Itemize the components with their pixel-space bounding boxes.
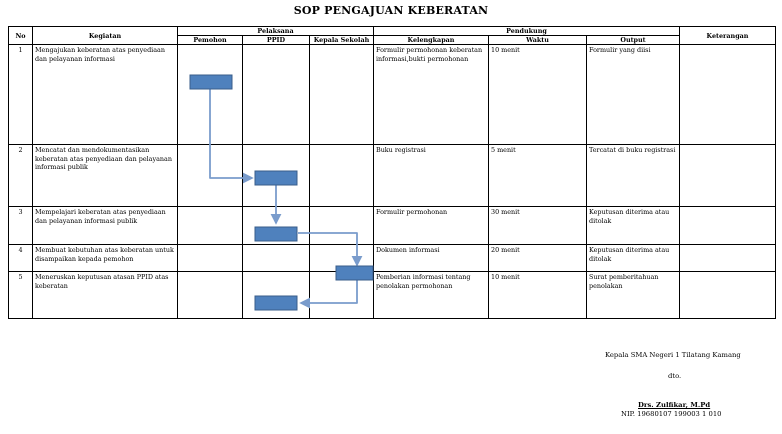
header-ppid: PPID (243, 36, 310, 45)
table-row (9, 272, 776, 319)
cell-no: 4 (9, 245, 33, 272)
cell-output: Formulir yang diisi (587, 45, 680, 145)
signature-dto: dto. (668, 372, 682, 380)
sop-table (8, 26, 776, 319)
cell-output: Keputusan diterima atau ditolak (587, 207, 680, 245)
cell-kegiatan: Meneruskan keputusan atasan PPID atas keberatan (33, 272, 178, 319)
cell-no: 5 (9, 272, 33, 319)
cell-waktu: 5 menit (489, 145, 587, 207)
header-kelengkapan: Kelengkapan (374, 36, 489, 45)
table-row (9, 245, 776, 272)
cell-kegiatan: Mencatat dan mendokumentasikan keberatan atas penyediaan dan pelayanan informasi publik (33, 145, 178, 207)
cell-kegiatan: Membuat kebutuhan atas keberatan untuk disampaikan kepada pemohon (33, 245, 178, 272)
cell-kepala-sekolah (310, 145, 374, 207)
cell-ppid (243, 45, 310, 145)
cell-keterangan (680, 207, 776, 245)
cell-kegiatan: Mengajukan keberatan atas penyediaan dan pelayanan informasi (33, 45, 178, 145)
cell-ppid (243, 145, 310, 207)
header-kepala-sekolah: Kepala Sekolah (310, 36, 374, 45)
cell-keterangan (680, 245, 776, 272)
cell-kepala-sekolah (310, 207, 374, 245)
cell-no: 1 (9, 45, 33, 145)
signature-nip: NIP. 19680107 199003 1 010 (621, 410, 722, 418)
cell-kepala-sekolah (310, 45, 374, 145)
cell-kelengkapan: Formulir permohonan keberatan informasi,bukti permohonan (374, 45, 489, 145)
cell-waktu: 20 menit (489, 245, 587, 272)
signature-name: Drs. Zulfikar, M.Pd (638, 401, 711, 409)
cell-no: 3 (9, 207, 33, 245)
cell-output: Surat pemberitahuan penolakan (587, 272, 680, 319)
cell-pemohon (178, 207, 243, 245)
cell-output: Keputusan diterima atau ditolak (587, 245, 680, 272)
table-row (9, 45, 776, 145)
table-row (9, 207, 776, 245)
cell-waktu: 10 menit (489, 45, 587, 145)
header-waktu: Waktu (489, 36, 587, 45)
cell-pemohon (178, 245, 243, 272)
header-pendukung: Pendukung (374, 27, 680, 36)
cell-kepala-sekolah (310, 272, 374, 319)
cell-kelengkapan: Formulir permohonan (374, 207, 489, 245)
cell-kegiatan: Mempelajari keberatan atas penyediaan dan pelayanan informasi publik (33, 207, 178, 245)
cell-kelengkapan: Buku registrasi (374, 145, 489, 207)
cell-ppid (243, 207, 310, 245)
cell-output: Tercatat di buku registrasi (587, 145, 680, 207)
cell-keterangan (680, 45, 776, 145)
cell-kepala-sekolah (310, 245, 374, 272)
cell-waktu: 30 menit (489, 207, 587, 245)
signature-position: Kepala SMA Negeri 1 Tilatang Kamang (605, 351, 741, 359)
table-row (9, 145, 776, 207)
cell-ppid (243, 272, 310, 319)
cell-kelengkapan: Pemberian informasi tentang penolakan permohonan (374, 272, 489, 319)
header-keterangan: Keterangan (680, 27, 776, 45)
cell-pemohon (178, 145, 243, 207)
cell-keterangan (680, 145, 776, 207)
cell-pemohon (178, 45, 243, 145)
cell-waktu: 10 menit (489, 272, 587, 319)
header-pelaksana: Pelaksana (178, 27, 374, 36)
cell-kelengkapan: Dokumen informasi (374, 245, 489, 272)
header-output: Output (587, 36, 680, 45)
document-title: SOP PENGAJUAN KEBERATAN (293, 4, 489, 17)
cell-keterangan (680, 272, 776, 319)
cell-pemohon (178, 272, 243, 319)
cell-no: 2 (9, 145, 33, 207)
header-no: No (9, 27, 33, 45)
cell-ppid (243, 245, 310, 272)
header-pemohon: Pemohon (178, 36, 243, 45)
header-kegiatan: Kegiatan (33, 27, 178, 45)
